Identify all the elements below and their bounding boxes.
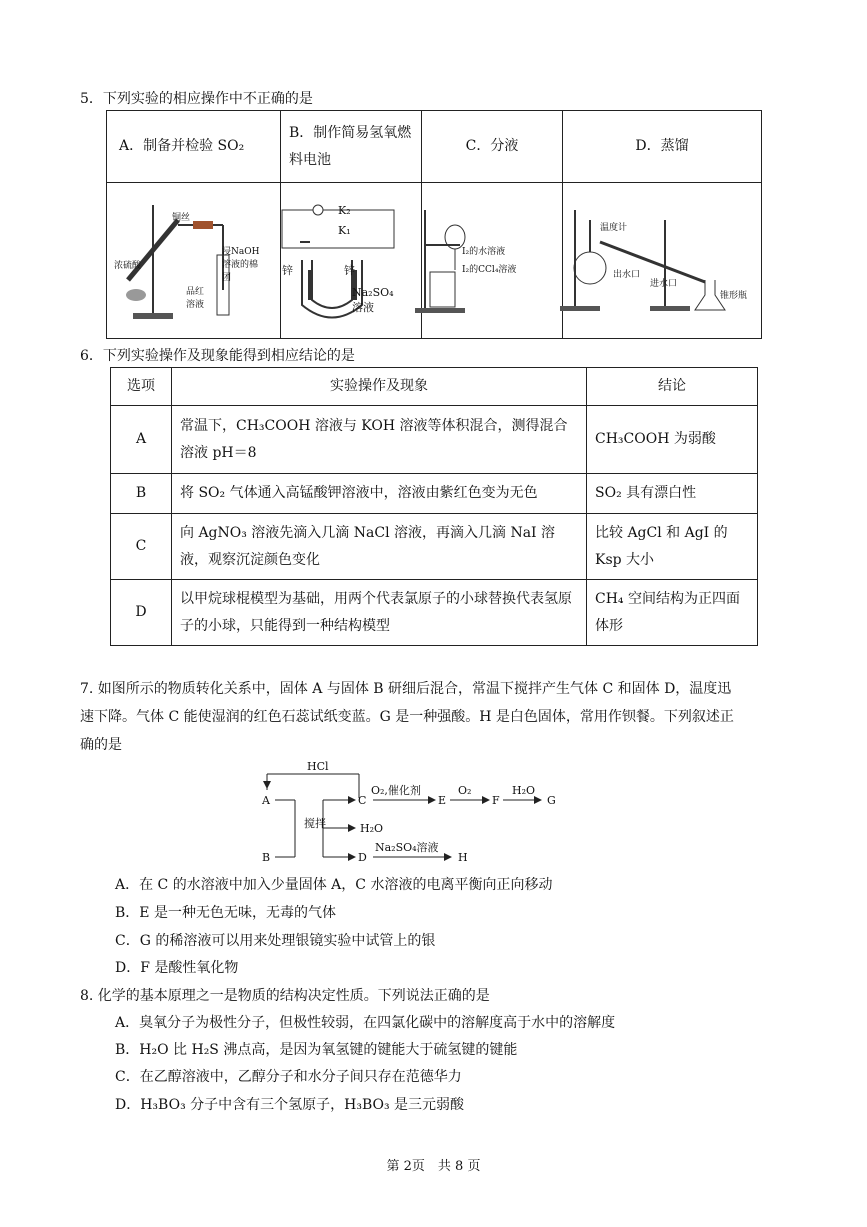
q6-stem: 6．下列实验操作及现象能得到相应结论的是 [80,348,355,364]
page-footer: 第 2页 共 8 页 [386,1159,481,1174]
q7-option-c: C．G 的稀溶液可以用来处理银镜实验中试管上的银 [115,933,436,949]
q6-row-c-option: C [111,514,172,580]
fig-c-label-2: I₂的CCl₄溶液 [462,265,517,275]
fig-d-flask: 锥形瓶 [720,291,748,301]
q7-cond-na2so4: Na₂SO₄溶液 [375,841,439,854]
q5-option-c: C．分液 [422,111,563,183]
q7-option-a: A．在 C 的水溶液中加入少量固体 A，C 水溶液的电离平衡向正向移动 [115,877,553,893]
q7-stem-line-3: 确的是 [80,737,122,753]
fig-b-k2: K₂ [338,204,351,217]
q7-node-h: H [458,851,468,864]
q7-node-d: D [358,851,367,864]
q8-option-d: D．H₃BO₃ 分子中含有三个氢原子，H₃BO₃ 是三元弱酸 [115,1097,465,1113]
fig-d-outlet: 出水口 [613,270,641,280]
q6-header-conclusion: 结论 [587,368,758,406]
q5-stem: 5．下列实验的相应操作中不正确的是 [80,91,313,107]
q6-header-option: 选项 [111,368,172,406]
q6-row-a-operation: 常温下，CH₃COOH 溶液与 KOH 溶液等体积混合，测得混合溶液 pH＝8 [172,406,587,474]
q8-option-b: B．H₂O 比 H₂S 沸点高，是因为氧氢键的键能大于硫氢键的键能 [115,1042,518,1058]
q7-node-c: C [358,794,367,807]
q5-option-b: B．制作简易氢氧燃料电池 [281,111,422,183]
q7-cond-h2o: H₂O [512,784,536,797]
q7-stir-label: 搅拌 [304,817,326,830]
q7-cond-o2-catalyst: O₂,催化剂 [371,784,421,797]
fig-b-left: 锌 [282,264,293,277]
q5-option-d: D．蒸馏 [563,111,762,183]
q6-table [110,367,758,646]
fig-a-label-2: 浓硫酸 [114,261,142,271]
q8-stem: 8. 化学的基本原理之一是物质的结构决定性质。下列说法正确的是 [80,988,490,1004]
apparatus-d-image [545,190,760,335]
q6-row-d-option: D [111,580,172,646]
q6-row-d-operation: 以甲烷球棍模型为基础，用两个代表氯原子的小球替换代表氢原子的小球，只能得到一种结构模型 [172,580,587,646]
q8-option-a: A．臭氧分子为极性分子，但极性较弱，在四氯化碳中的溶解度高于水中的溶解度 [115,1015,616,1031]
fig-a-label-4: 品红溶液 [186,287,205,310]
q7-node-e: E [438,794,447,807]
fig-b-k1: K₁ [338,224,351,237]
q7-cond-o2: O₂ [458,784,472,797]
q7-option-b: B．E 是一种无色无味，无毒的气体 [115,905,336,921]
q8-option-c: C．在乙醇溶液中，乙醇分子和水分子间只存在范德华力 [115,1069,462,1085]
q6-row-a-option: A [111,406,172,474]
q6-row-c-operation: 向 AgNO₃ 溶液先滴入几滴 NaCl 溶液，再滴入几滴 NaI 溶液，观察沉淀颜色变化 [172,514,587,580]
q6-row-b-operation: 将 SO₂ 气体通入高锰酸钾溶液中，溶液由紫红色变为无色 [172,474,587,514]
q6-row-a-conclusion: CH₃COOH 为弱酸 [587,406,758,474]
fig-d-inlet: 进水口 [650,279,678,289]
fig-a-label-1: 铜丝 [172,213,191,223]
q6-header-operation: 实验操作及现象 [172,368,587,406]
q6-row-b-option: B [111,474,172,514]
q7-product-water: H₂O [360,822,384,835]
q6-row-b-conclusion: SO₂ 具有漂白性 [587,474,758,514]
q7-node-a: A [262,794,270,807]
fig-c-label-1: I₂的水溶液 [462,247,506,257]
q7-hcl-label: HCl [307,760,329,773]
q5-option-a: A．制备并检验 SO₂ [107,111,281,183]
q7-node-f: F [492,794,500,807]
q6-row-c-conclusion: 比较 AgCl 和 AgI 的 Ksp 大小 [587,514,758,580]
q7-stem-line-2: 速下降。气体 C 能使湿润的红色石蕊试纸变蓝。G 是一种强酸。H 是白色固体，常用作钡餐。下列叙述正 [80,709,734,725]
fig-b-right: 锌 [344,264,355,277]
q7-option-d: D．F 是酸性氧化物 [115,960,239,976]
fig-a-label-3: 浸NaOH溶液的棉团 [222,247,260,283]
q7-stem-line-1: 7. 如图所示的物质转化关系中，固体 A 与固体 B 研细后混合，常温下搅拌产生气体 C 和固体 D，温度迅 [80,681,732,697]
fig-d-thermometer: 温度计 [600,223,628,233]
q7-node-g: G [547,794,556,807]
q7-node-b: B [262,851,271,864]
q6-row-d-conclusion: CH₄ 空间结构为正四面体形 [587,580,758,646]
fig-b-solution: Na₂SO₄溶液 [352,286,394,314]
